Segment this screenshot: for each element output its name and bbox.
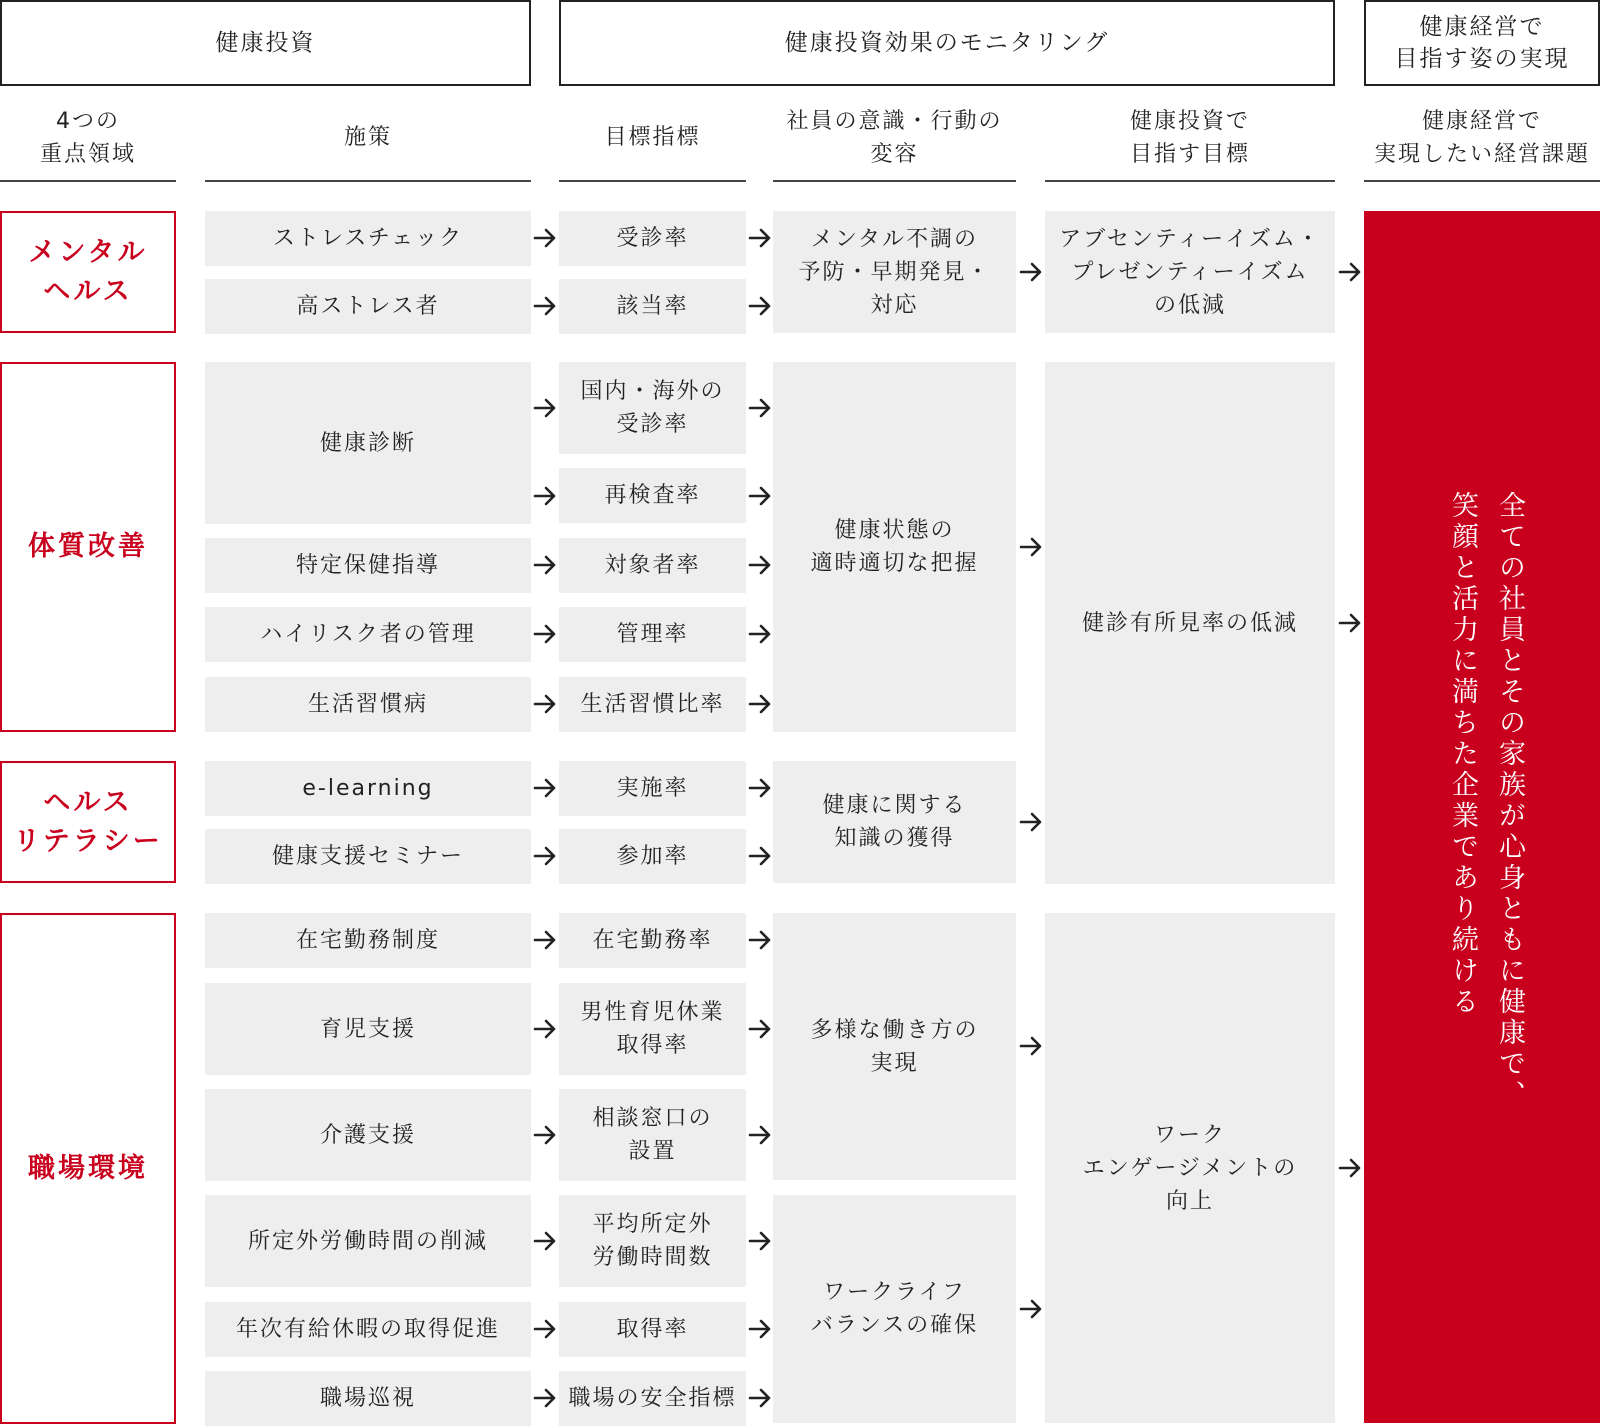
measure-1	[205, 211, 531, 266]
indicator-4-label: 再検査率	[604, 483, 701, 508]
rule-measures	[205, 180, 531, 182]
measure-14	[205, 1371, 531, 1426]
indicator-12-label: 相談窓口の 設置	[592, 1106, 713, 1164]
indicator-14	[559, 1302, 746, 1357]
arrow-right-icon	[1016, 257, 1046, 287]
measure-13-label: 年次有給休暇の取得促進	[235, 1317, 500, 1342]
awareness-2-label: 健康状態の 適時適切な把握	[810, 518, 979, 576]
category-3-label: ヘルス リテラシー	[13, 786, 163, 857]
indicator-15	[559, 1371, 746, 1426]
goal-box	[1364, 211, 1600, 1423]
target-2	[1045, 362, 1335, 884]
measure-7-label: e-learning	[302, 776, 434, 801]
arrow-right-icon	[530, 1314, 560, 1344]
indicator-6-label: 管理率	[616, 622, 689, 647]
col-header-awareness: 社員の意識・行動の 変容	[786, 108, 1003, 167]
arrow-right-icon	[745, 550, 775, 580]
measure-2	[205, 279, 531, 334]
awareness-3-label: 健康に関する 知識の獲得	[822, 793, 967, 851]
indicator-1-label: 受診率	[616, 226, 689, 251]
arrow-right-icon	[530, 223, 560, 253]
arrow-right-icon	[745, 1014, 775, 1044]
measure-4	[205, 538, 531, 593]
indicator-15-label: 職場の安全指標	[568, 1386, 737, 1411]
category-2-label: 体質改善	[28, 531, 148, 563]
measure-1-label: ストレスチェック	[272, 226, 464, 251]
category-3	[0, 761, 176, 883]
arrow-right-icon	[745, 925, 775, 955]
arrow-right-icon	[745, 773, 775, 803]
arrow-right-icon	[745, 481, 775, 511]
header-realization: 健康経営で 目指す姿の実現	[1364, 0, 1600, 86]
arrow-right-icon	[530, 1014, 560, 1044]
col-header-measures: 施策	[343, 125, 392, 150]
awareness-5	[773, 1195, 1016, 1423]
target-3	[1045, 913, 1335, 1423]
col-header-targets: 健康投資で 目指す目標	[1129, 108, 1250, 167]
indicator-10-label: 在宅勤務率	[592, 928, 713, 953]
arrow-right-icon	[745, 1226, 775, 1256]
goal-line-2: 笑顔と活力に満ちた企業であり続ける	[1447, 491, 1478, 1018]
indicator-9	[559, 829, 746, 884]
arrow-right-icon	[530, 925, 560, 955]
indicator-3	[559, 362, 746, 454]
arrow-right-icon	[530, 291, 560, 321]
indicator-10	[559, 913, 746, 968]
measure-11	[205, 1089, 531, 1181]
measure-12	[205, 1195, 531, 1287]
category-1-label: メンタル ヘルス	[28, 236, 148, 307]
arrow-right-icon	[1335, 608, 1365, 638]
arrow-right-icon	[530, 393, 560, 423]
measure-6-label: 生活習慣病	[307, 692, 428, 717]
target-2-label: 健診有所見率の低減	[1081, 610, 1298, 636]
indicator-7-label: 生活習慣比率	[580, 692, 725, 717]
arrow-right-icon	[745, 1120, 775, 1150]
arrow-right-icon	[530, 619, 560, 649]
arrow-right-icon	[745, 1383, 775, 1413]
arrow-right-icon	[530, 481, 560, 511]
measure-3	[205, 362, 531, 524]
measure-7	[205, 761, 531, 816]
target-3-label: ワーク エンゲージメントの 向上	[1082, 1122, 1298, 1214]
awareness-1	[773, 211, 1016, 333]
awareness-5-label: ワークライフ バランスの確保	[810, 1280, 979, 1338]
arrow-right-icon	[745, 291, 775, 321]
rule-issues	[1364, 180, 1600, 182]
measure-6	[205, 677, 531, 732]
arrow-right-icon	[530, 841, 560, 871]
category-4	[0, 913, 176, 1424]
awareness-1-label: メンタル不調の 予防・早期発見・ 対応	[798, 226, 991, 318]
measure-5	[205, 607, 531, 662]
arrow-right-icon	[1335, 1153, 1365, 1183]
category-4-label: 職場環境	[28, 1152, 148, 1184]
goal-line-1: 全ての社員とその家族が心身ともに健康で、	[1494, 491, 1525, 1111]
indicator-7	[559, 677, 746, 732]
indicator-8-label: 実施率	[616, 776, 689, 801]
indicator-2	[559, 279, 746, 334]
measure-3-label: 健康診断	[319, 430, 416, 456]
arrow-right-icon	[530, 1383, 560, 1413]
arrow-right-icon	[530, 689, 560, 719]
arrow-right-icon	[530, 550, 560, 580]
awareness-2	[773, 362, 1016, 732]
measure-13	[205, 1302, 531, 1357]
arrow-right-icon	[745, 393, 775, 423]
measure-9	[205, 913, 531, 968]
col-header-indicators: 目標指標	[604, 125, 701, 150]
arrow-right-icon	[745, 619, 775, 649]
arrow-right-icon	[1016, 1031, 1046, 1061]
measure-9-label: 在宅勤務制度	[295, 928, 440, 953]
category-1	[0, 211, 176, 333]
arrow-right-icon	[745, 689, 775, 719]
indicator-11	[559, 983, 746, 1075]
rule-indicators	[559, 180, 746, 182]
indicator-8	[559, 761, 746, 816]
indicator-5-label: 対象者率	[604, 553, 701, 578]
rule-targets	[1045, 180, 1335, 182]
arrow-right-icon	[1016, 1294, 1046, 1324]
arrow-right-icon	[745, 1314, 775, 1344]
measure-2-label: 高ストレス者	[296, 294, 440, 319]
indicator-11-label: 男性育児休業 取得率	[580, 1000, 725, 1058]
indicator-3-label: 国内・海外の 受診率	[580, 379, 725, 437]
target-1-label: アブセンティーイズム・ プレゼンティーイズム の低減	[1059, 226, 1321, 318]
measure-11-label: 介護支援	[319, 1122, 416, 1148]
measure-10	[205, 983, 531, 1075]
awareness-4-label: 多様な働き方の 実現	[810, 1017, 979, 1076]
awareness-3	[773, 761, 1016, 883]
col-header-issues: 健康経営で 実現したい経営課題	[1373, 108, 1590, 167]
arrow-right-icon	[530, 1120, 560, 1150]
measure-8	[205, 829, 531, 884]
rule-areas	[0, 180, 176, 182]
indicator-5	[559, 538, 746, 593]
arrow-right-icon	[1016, 532, 1046, 562]
arrow-right-icon	[1335, 257, 1365, 287]
indicator-12	[559, 1089, 746, 1181]
indicator-14-label: 取得率	[616, 1317, 689, 1342]
measure-5-label: ハイリスク者の管理	[260, 622, 476, 647]
arrow-right-icon	[530, 1226, 560, 1256]
header-health-investment: 健康投資	[0, 0, 531, 86]
measure-12-label: 所定外労働時間の削減	[247, 1228, 488, 1254]
indicator-4	[559, 468, 746, 523]
measure-4-label: 特定保健指導	[295, 553, 440, 578]
header-monitoring: 健康投資効果のモニタリング	[559, 0, 1335, 86]
target-1	[1045, 211, 1335, 333]
col-header-areas: 4つの 重点領域	[39, 108, 136, 167]
category-2	[0, 362, 176, 732]
indicator-6	[559, 607, 746, 662]
arrow-right-icon	[1016, 807, 1046, 837]
indicator-13-label: 平均所定外 労働時間数	[592, 1212, 713, 1270]
measure-14-label: 職場巡視	[319, 1386, 416, 1411]
measure-10-label: 育児支援	[319, 1016, 416, 1042]
rule-awareness	[773, 180, 1016, 182]
awareness-4	[773, 913, 1016, 1180]
indicator-9-label: 参加率	[616, 844, 689, 869]
arrow-right-icon	[745, 223, 775, 253]
indicator-1	[559, 211, 746, 266]
indicator-2-label: 該当率	[616, 294, 689, 319]
arrow-right-icon	[530, 773, 560, 803]
indicator-13	[559, 1195, 746, 1287]
measure-8-label: 健康支援セミナー	[271, 844, 464, 869]
arrow-right-icon	[745, 841, 775, 871]
